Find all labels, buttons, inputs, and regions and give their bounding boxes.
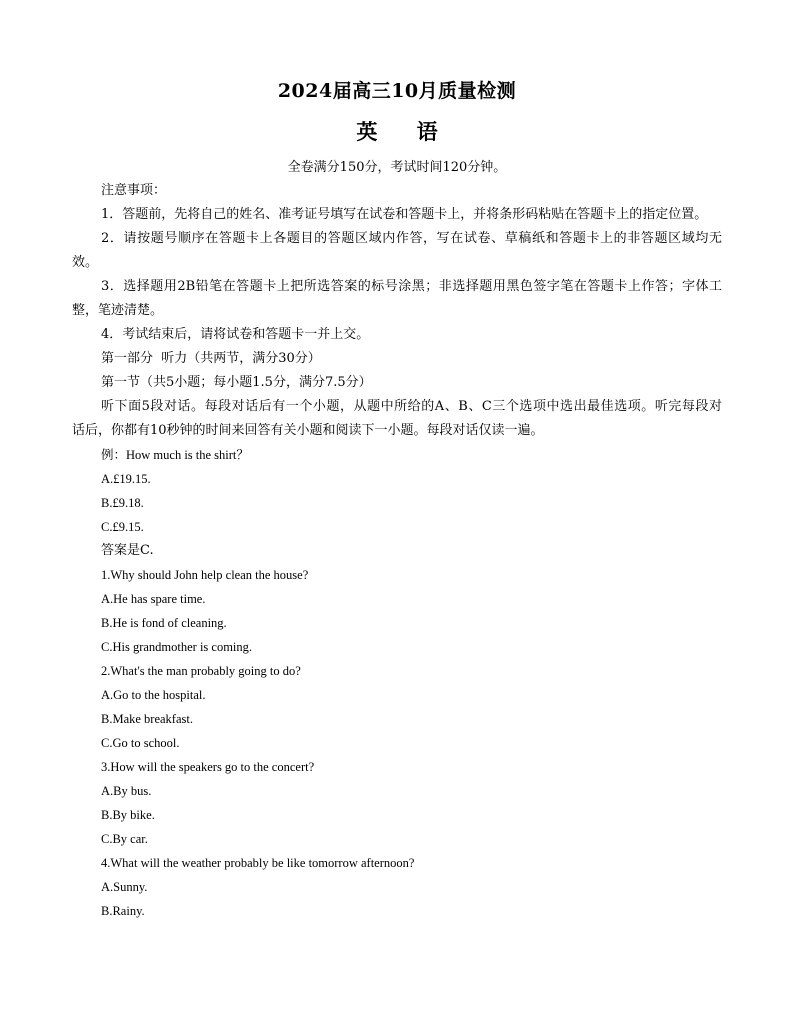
part-1-heading: 第一部分 听力（共两节，满分30分） bbox=[101, 351, 321, 366]
section-1-heading: 第一节（共5小题；每小题1.5分，满分7.5分） bbox=[101, 375, 372, 390]
question-option: C.By car. bbox=[101, 832, 148, 846]
instructions-line-1: 听下面5段对话。每段对话后有一个小题，从题中所给的A、B、C三个选项中选出最佳选项。听完每段对 bbox=[101, 399, 722, 414]
question-stem: 2.What's the man probably going to do? bbox=[101, 664, 301, 678]
question-stem: 1.Why should John help clean the house? bbox=[101, 568, 309, 582]
subject-title: 英 语 bbox=[356, 119, 454, 144]
question-option: B.By bike. bbox=[101, 808, 155, 822]
note-item-2-line-1: 2．请按题号顺序在答题卡上各题目的答题区域内作答，写在试卷、草稿纸和答题卡上的非答题区域均无 bbox=[101, 231, 722, 246]
question-option: B.He is fond of cleaning. bbox=[101, 616, 227, 630]
question-option: C.His grandmother is coming. bbox=[101, 640, 253, 654]
example-option-b: B.£9.18. bbox=[101, 496, 144, 510]
note-item-3-line-2: 整，笔迹清楚。 bbox=[72, 303, 164, 318]
question-option: A.Sunny. bbox=[101, 880, 148, 894]
question-option: A.He has spare time. bbox=[101, 592, 206, 606]
question-option: C.Go to school. bbox=[101, 736, 180, 750]
note-item-2-line-2: 效。 bbox=[72, 255, 99, 270]
exam-info: 全卷满分150分，考试时间120分钟。 bbox=[287, 160, 507, 175]
example-option-c: C.£9.15. bbox=[101, 520, 144, 534]
question-stem: 3.How will the speakers go to the concert? bbox=[101, 760, 315, 774]
example-question: 例：How much is the shirt？ bbox=[101, 448, 249, 462]
question-stem: 4.What will the weather probably be like tomorrow afternoon? bbox=[101, 856, 415, 870]
note-item-4: 4．考试结束后，请将试卷和答题卡一并上交。 bbox=[101, 327, 370, 342]
question-option: A.Go to the hospital. bbox=[101, 688, 206, 702]
instructions-line-2: 话后，你都有10秒钟的时间来回答有关小题和阅读下一小题。每段对话仅读一遍。 bbox=[72, 423, 544, 438]
question-option: A.By bus. bbox=[101, 784, 152, 798]
example-option-a: A.£19.15. bbox=[101, 472, 151, 486]
question-option: B.Make breakfast. bbox=[101, 712, 193, 726]
note-item-3-line-1: 3．选择题用2B铅笔在答题卡上把所选答案的标号涂黑；非选择题用黑色签字笔在答题卡上作答；字体工 bbox=[101, 279, 722, 294]
notes-heading: 注意事项： bbox=[101, 183, 167, 198]
exam-title: 2024届高三10月质量检测 bbox=[277, 80, 517, 102]
example-answer: 答案是C. bbox=[101, 543, 154, 558]
exam-body bbox=[72, 179, 722, 923]
question-option: B.Rainy. bbox=[101, 904, 145, 918]
note-item-1: 1．答题前，先将自己的姓名、准考证号填写在试卷和答题卡上，并将条形码粘贴在答题卡上的指定位置。 bbox=[101, 207, 708, 222]
